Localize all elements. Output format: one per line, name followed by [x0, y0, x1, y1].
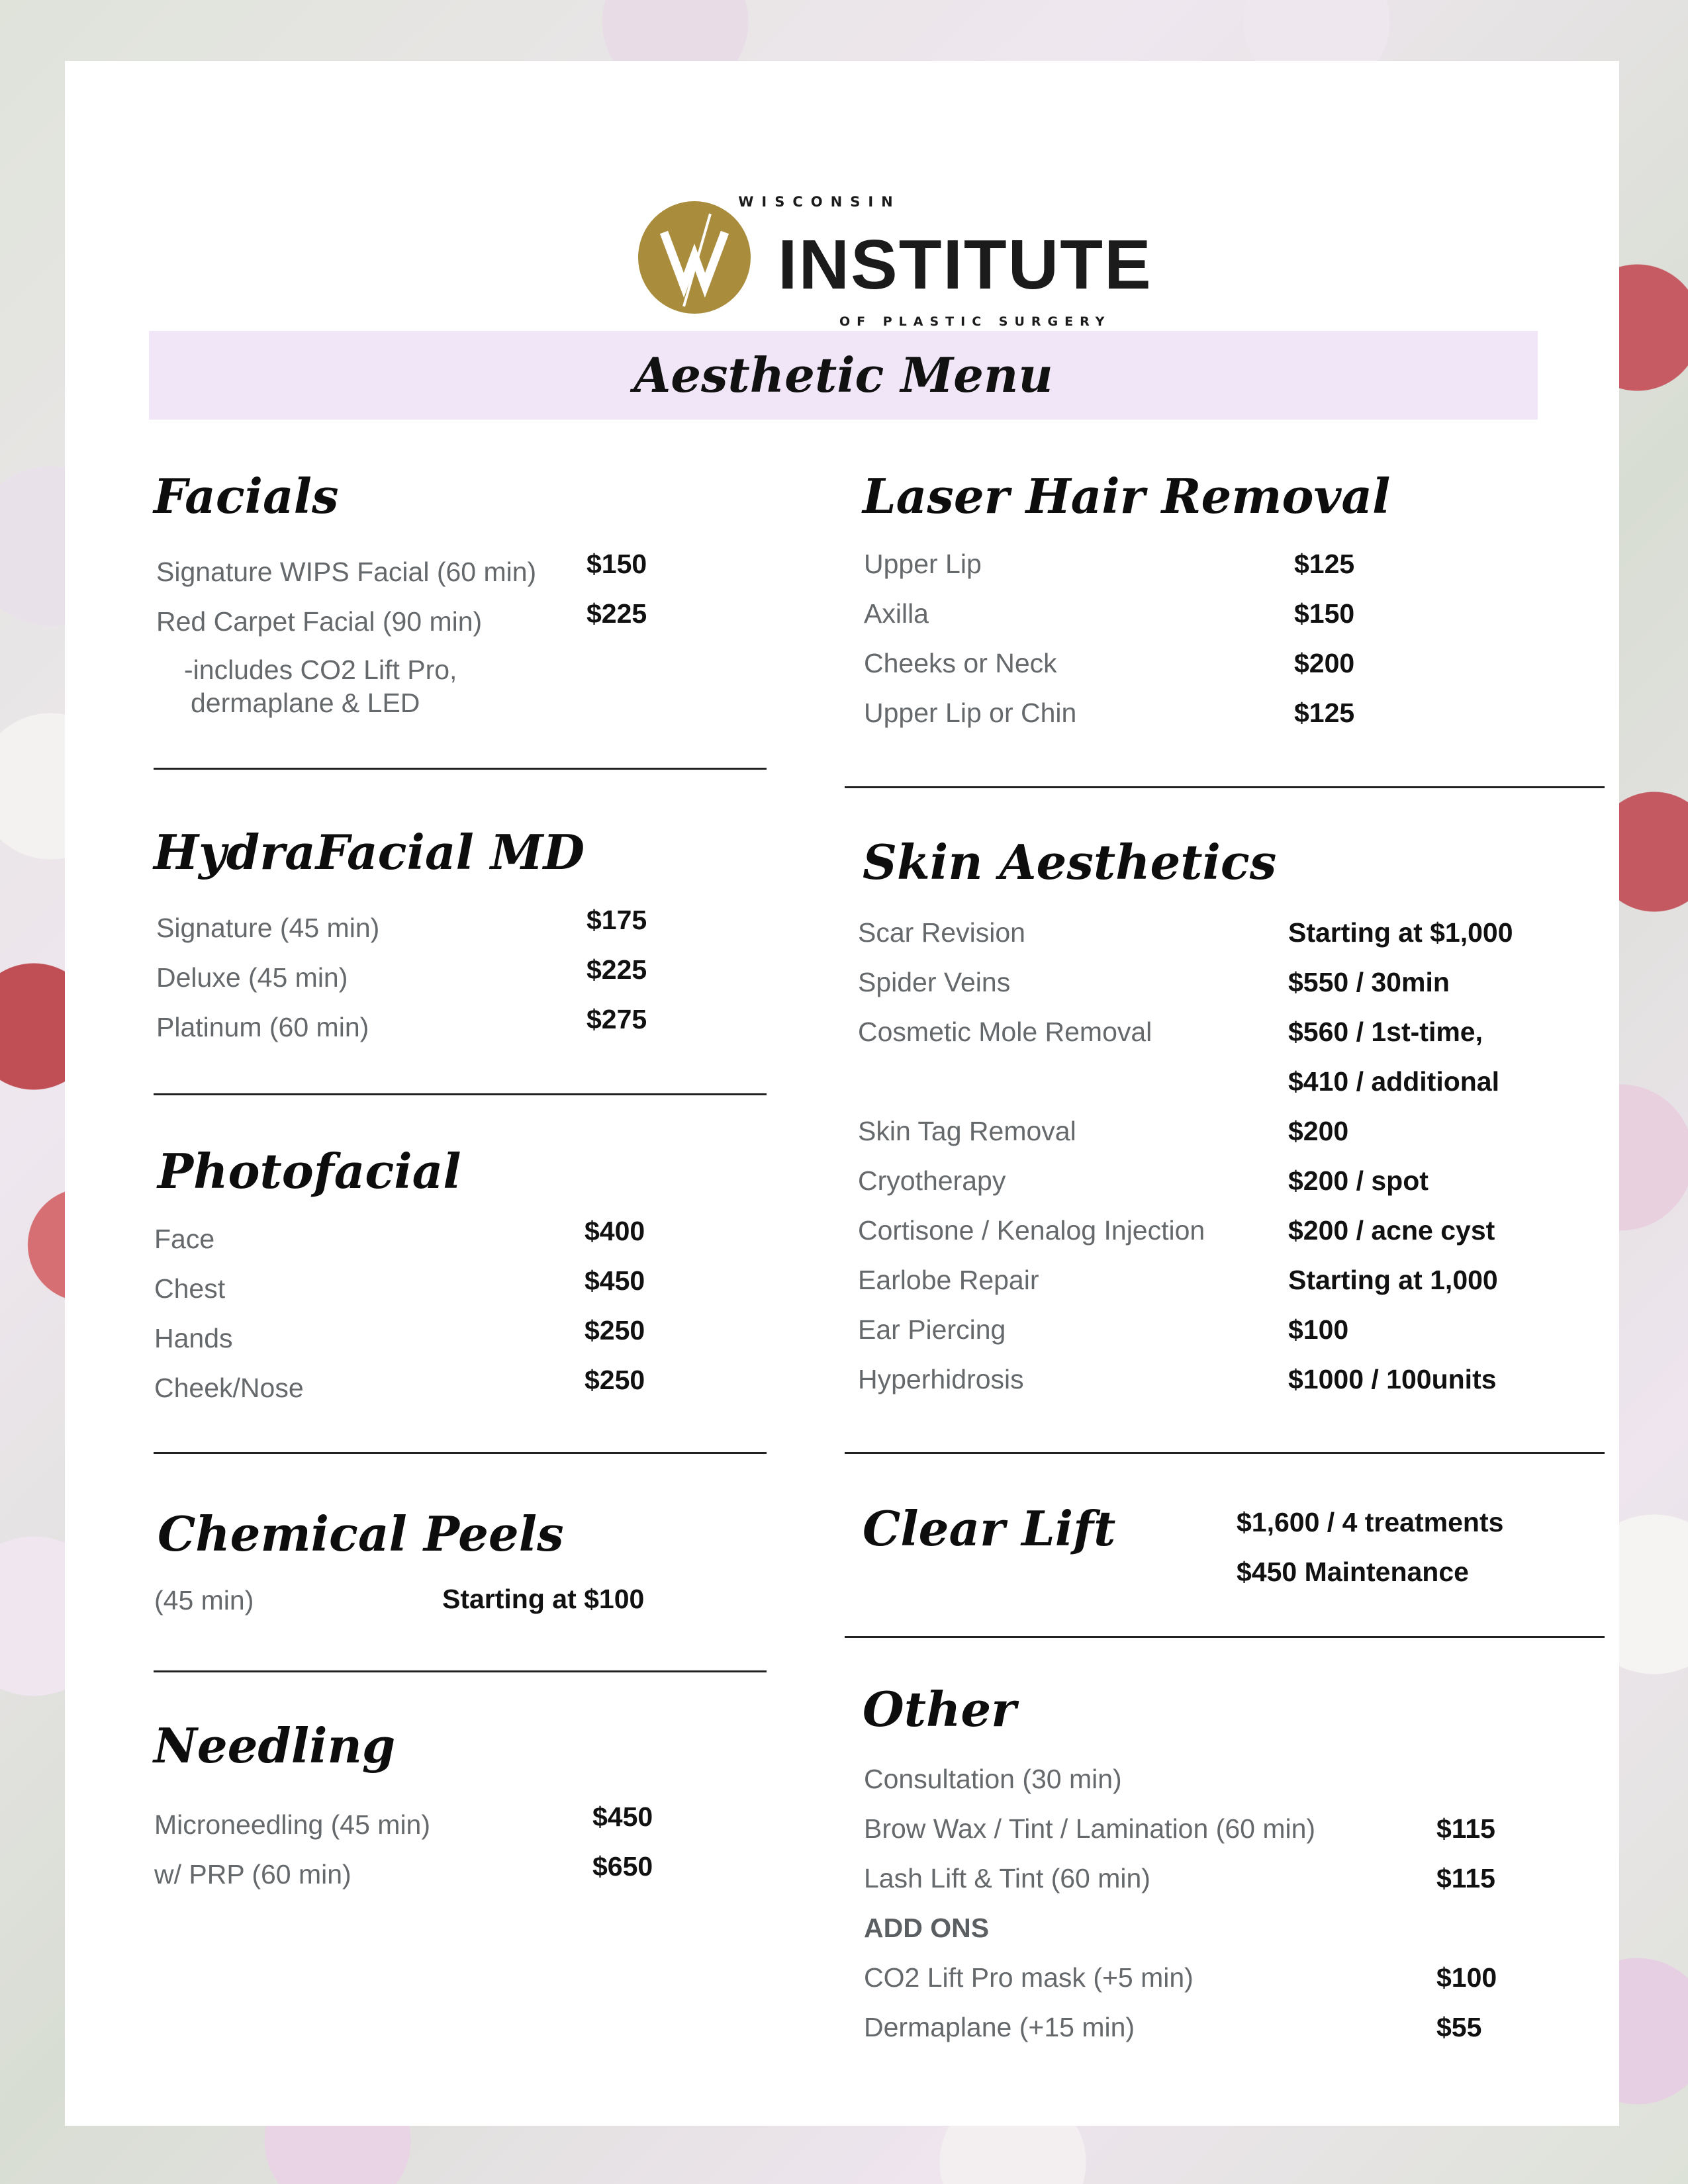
price: $100 [1288, 1314, 1349, 1345]
price: $410 / additional [1288, 1066, 1499, 1097]
price: $250 [585, 1365, 645, 1395]
price: $450 Maintenance [1237, 1557, 1469, 1587]
list-item: Upper Lip or Chin [864, 698, 1077, 728]
list-item: Cryotherapy [858, 1165, 1006, 1196]
chemical-peels-heading: Chemical Peels [158, 1506, 564, 1562]
other-heading: Other [863, 1681, 1017, 1737]
menu-card [65, 61, 1619, 2126]
list-item: Cosmetic Mole Removal [858, 1017, 1152, 1047]
list-item: Platinum (60 min) [156, 1012, 369, 1042]
list-item: Cortisone / Kenalog Injection [858, 1215, 1205, 1246]
list-item: Hyperhidrosis [858, 1364, 1024, 1394]
price: $560 / 1st-time, [1288, 1017, 1483, 1047]
price: $125 [1294, 698, 1355, 728]
price: $125 [1294, 549, 1355, 579]
price: Starting at $1,000 [1288, 917, 1513, 948]
list-item: Ear Piercing [858, 1314, 1006, 1345]
skin-heading: Skin Aesthetics [863, 834, 1277, 890]
list-item: Scar Revision [858, 917, 1025, 948]
price: $650 [592, 1851, 653, 1882]
photofacial-heading: Photofacial [158, 1143, 461, 1199]
list-item: Skin Tag Removal [858, 1116, 1076, 1146]
price: Starting at 1,000 [1288, 1265, 1498, 1295]
list-item: Microneedling (45 min) [154, 1809, 431, 1840]
list-item: Cheeks or Neck [864, 648, 1057, 678]
price: $450 [592, 1801, 653, 1832]
price: $100 [1436, 1962, 1497, 1993]
logo-institute: INSTITUTE [778, 226, 1152, 304]
list-item: Face [154, 1224, 215, 1254]
institute-logo [571, 137, 1154, 329]
price: $550 / 30min [1288, 967, 1450, 997]
price: $200 [1288, 1116, 1349, 1146]
list-item: Cheek/Nose [154, 1373, 304, 1403]
price: $450 [585, 1265, 645, 1296]
list-item: (45 min) [154, 1585, 254, 1615]
laser-heading: Laser Hair Removal [863, 468, 1391, 524]
price: $175 [586, 905, 647, 935]
list-item: Signature (45 min) [156, 913, 380, 943]
list-item: Chest [154, 1273, 226, 1304]
price: $1000 / 100units [1288, 1364, 1497, 1394]
title-banner [149, 331, 1538, 420]
facials-note: dermaplane & LED [191, 688, 420, 718]
list-item: Spider Veins [858, 967, 1011, 997]
logo-wisconsin: WISCONSIN [738, 194, 901, 210]
price: $250 [585, 1315, 645, 1345]
price: $400 [585, 1216, 645, 1246]
facials-heading: Facials [154, 468, 339, 524]
price: $225 [586, 598, 647, 629]
divider [154, 1670, 767, 1672]
list-item: Deluxe (45 min) [156, 962, 348, 993]
price: $225 [586, 954, 647, 985]
logo-subtitle: OF PLASTIC SURGERY [839, 314, 1111, 329]
list-item: Lash Lift & Tint (60 min) [864, 1863, 1150, 1893]
divider [845, 1452, 1605, 1454]
list-item: Hands [154, 1323, 233, 1353]
list-item: Brow Wax / Tint / Lamination (60 min) [864, 1813, 1316, 1844]
price: Starting at $100 [442, 1584, 645, 1614]
list-item: Upper Lip [864, 549, 982, 579]
needling-heading: Needling [154, 1717, 396, 1774]
clear-lift-heading: Clear Lift [863, 1500, 1116, 1557]
list-item: Axilla [864, 598, 929, 629]
price: $1,600 / 4 treatments [1237, 1507, 1504, 1537]
list-item: w/ PRP (60 min) [154, 1859, 352, 1889]
price: $200 / acne cyst [1288, 1215, 1495, 1246]
facials-note: -includes CO2 Lift Pro, [184, 655, 457, 685]
divider [845, 786, 1605, 788]
price: $200 / spot [1288, 1165, 1429, 1196]
price: $150 [586, 549, 647, 579]
hydrafacial-heading: HydraFacial MD [154, 824, 585, 880]
divider [154, 1093, 767, 1095]
price: $150 [1294, 598, 1355, 629]
price: $115 [1436, 1863, 1495, 1893]
list-item: CO2 Lift Pro mask (+5 min) [864, 1962, 1194, 1993]
divider [845, 1636, 1605, 1638]
list-item: Dermaplane (+15 min) [864, 2012, 1135, 2042]
price: $200 [1294, 648, 1355, 678]
price: $55 [1436, 2012, 1482, 2042]
price: $275 [586, 1004, 647, 1034]
add-ons-label: ADD ONS [864, 1913, 990, 1943]
divider [154, 1452, 767, 1454]
list-item: Consultation (30 min) [864, 1764, 1122, 1794]
list-item: Signature WIPS Facial (60 min) [156, 557, 537, 587]
list-item: Red Carpet Facial (90 min) [156, 606, 483, 637]
logo-monogram-icon [637, 201, 751, 314]
list-item: Earlobe Repair [858, 1265, 1039, 1295]
price: $115 [1436, 1813, 1495, 1844]
divider [154, 768, 767, 770]
page-title: Aesthetic Menu [633, 347, 1053, 403]
